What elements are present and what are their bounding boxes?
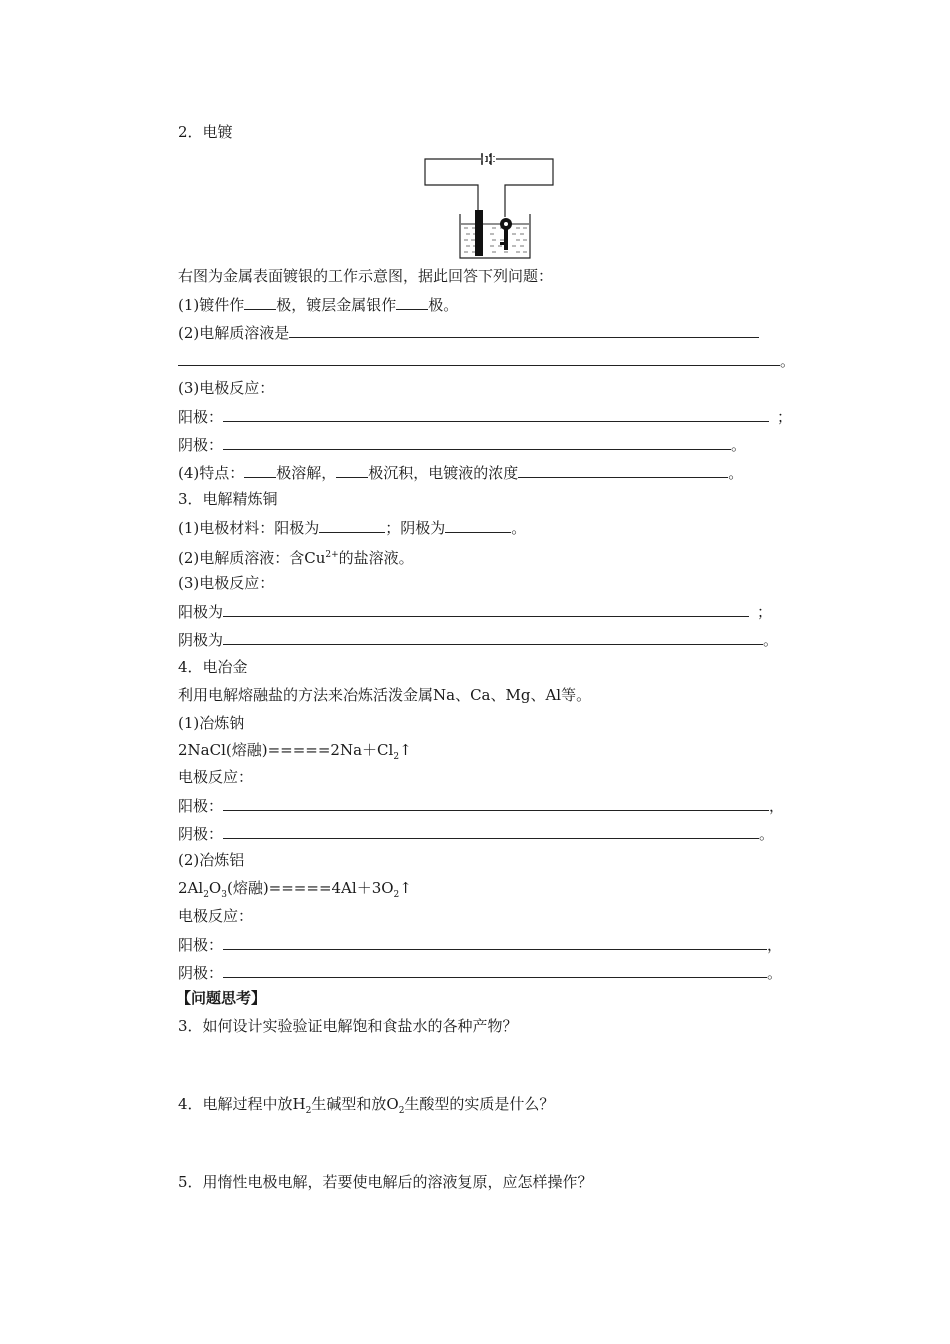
beaker-icon [460, 214, 530, 258]
aluminum-cathode [178, 962, 782, 983]
refining-q2 [178, 545, 414, 568]
cathode-label: 阴极为 [178, 631, 224, 649]
plating-q1 [178, 294, 458, 315]
plating-cathode [178, 434, 746, 455]
eq-part-b: O [208, 879, 222, 897]
answer-blank[interactable] [223, 434, 731, 450]
comma: ， [767, 936, 783, 954]
question-4 [178, 1094, 554, 1121]
silver-anode [475, 210, 483, 256]
period: 。 [511, 519, 527, 537]
metallurgy-intro: 利用电解熔融盐的方法来冶炼活泼金属Na、Ca、Mg、Al等。 [178, 686, 592, 704]
plating-q2 [178, 322, 759, 343]
q4-part-a: (4)特点： [178, 464, 245, 482]
charge-superscript: 2+ [325, 550, 339, 560]
period: 。 [763, 631, 779, 649]
battery-icon [481, 153, 496, 165]
electroplating-diagram [420, 152, 560, 262]
answer-blank[interactable] [223, 962, 767, 978]
eq-part-d: ↑ [399, 879, 412, 897]
plating-anode [178, 406, 792, 427]
comma: ， [769, 797, 785, 815]
subscript: 2 [393, 752, 400, 762]
answer-blank[interactable] [223, 406, 769, 422]
subscript: 2 [398, 1106, 405, 1116]
subscript: 3 [221, 890, 227, 900]
answer-blank[interactable] [223, 823, 759, 839]
period: 。 [759, 825, 775, 843]
eq-part-c: (熔融)=====4Al＋3O [226, 879, 394, 897]
answer-blank[interactable] [223, 934, 767, 950]
refining-q3: (3)电极反应： [178, 574, 275, 592]
question-3: 3．如何设计实验验证电解饱和食盐水的各种产物？ [178, 1017, 518, 1035]
eq-part-a: 2NaCl(熔融)=====2Na＋Cl [178, 741, 394, 759]
q1-part-b: ；阴极为 [385, 519, 446, 537]
anode-label: 阳极： [178, 936, 224, 954]
refining-cathode [178, 629, 778, 650]
answer-blank[interactable] [244, 294, 276, 310]
q2-part-a: (2)电解质溶液：含Cu [178, 549, 326, 567]
q2-label: (2)电解质溶液是 [178, 324, 290, 342]
answer-blank[interactable] [178, 350, 780, 366]
cathode-label: 阴极： [178, 964, 224, 982]
answer-blank[interactable] [223, 601, 749, 617]
q4-part-b: 极溶解， [276, 464, 337, 482]
sodium-cathode [178, 823, 774, 844]
subscript: 2 [203, 890, 209, 900]
q4-part-c: 极沉积，电镀液的浓度 [368, 464, 519, 482]
sodium-title: (1)冶炼钠 [178, 714, 245, 732]
section-heading-electrometallurgy: 4．电冶金 [178, 658, 248, 676]
answer-blank[interactable] [518, 462, 728, 478]
eq-part-b: ↑ [399, 741, 412, 759]
q1-part-a: (1)电极材料：阳极为 [178, 519, 320, 537]
q2-part-b: 的盐溶液。 [338, 549, 414, 567]
cathode-label: 阴极： [178, 436, 224, 454]
section-heading-electroplating: 2．电镀 [178, 123, 233, 141]
period: 。 [728, 464, 744, 482]
answer-blank[interactable] [396, 294, 428, 310]
aluminum-anode [178, 934, 782, 955]
answer-blank[interactable] [223, 629, 763, 645]
anode-label: 阳极为 [178, 603, 224, 621]
aluminum-title: (2)冶炼铝 [178, 851, 245, 869]
plating-q2-cont [178, 350, 795, 371]
section-heading-copper-refining: 3．电解精炼铜 [178, 490, 278, 508]
sodium-equation [178, 740, 412, 767]
q1-part-c: 极。 [428, 296, 459, 314]
anode-label: 阳极： [178, 797, 224, 815]
cathode-label: 阴极： [178, 825, 224, 843]
plating-q3: (3)电极反应： [178, 379, 275, 397]
period: 。 [731, 436, 747, 454]
sodium-anode [178, 795, 784, 816]
sodium-electrode-label: 电极反应： [178, 768, 254, 786]
answer-blank[interactable] [223, 795, 769, 811]
q4-part-b: 生碱型和放O [311, 1095, 399, 1113]
anode-label: 阳极： [178, 408, 224, 426]
subscript: 2 [393, 890, 400, 900]
questions-heading: 【问题思考】 [176, 989, 267, 1007]
answer-blank[interactable] [244, 462, 276, 478]
q1-part-b: 极，镀层金属银作 [276, 296, 397, 314]
subscript: 2 [305, 1106, 312, 1116]
aluminum-electrode-label: 电极反应： [178, 907, 254, 925]
plating-q4 [178, 462, 743, 483]
eq-part-a: 2Al [178, 879, 204, 897]
q4-part-c: 生酸型的实质是什么？ [404, 1095, 555, 1113]
semicolon: ； [777, 408, 793, 426]
answer-blank[interactable] [336, 462, 368, 478]
q1-part-a: (1)镀件作 [178, 296, 245, 314]
answer-blank[interactable] [289, 322, 759, 338]
refining-q1 [178, 517, 526, 538]
answer-blank[interactable] [319, 517, 385, 533]
answer-blank[interactable] [445, 517, 511, 533]
aluminum-equation [178, 878, 412, 905]
question-5: 5．用惰性电极电解，若要使电解后的溶液复原，应怎样操作？ [178, 1173, 593, 1191]
semicolon: ； [757, 603, 773, 621]
q4-part-a: 4．电解过程中放H [178, 1095, 306, 1113]
refining-anode [178, 601, 772, 622]
period: 。 [767, 964, 783, 982]
period: 。 [780, 352, 796, 370]
plating-intro: 右图为金属表面镀银的工作示意图，据此回答下列问题： [178, 267, 554, 285]
